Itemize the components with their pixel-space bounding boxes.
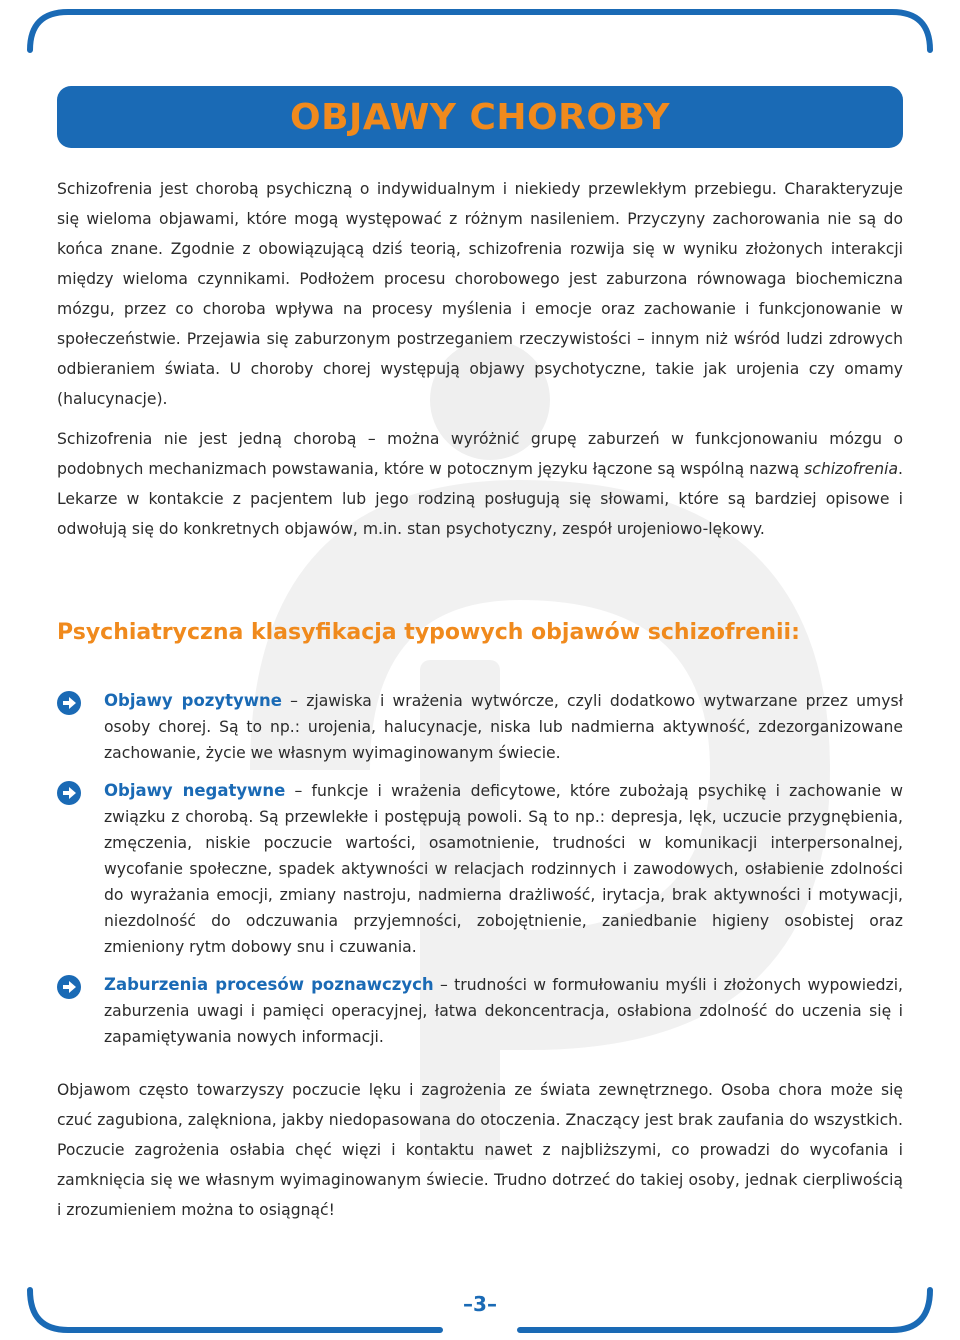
list-item bbox=[57, 972, 903, 1050]
symptom-list bbox=[57, 688, 903, 1050]
paragraph-2-text-end: . Lekarze w kontakcie z pacjentem lub jego rodziną posługują się słowami, które są bardziej opisowe i odwołują się do konkretnych objawów, m.in. stan psychotyczny, zespół urojeniowo-lękowy. bbox=[57, 460, 903, 538]
list-item-term: Objawy negatywne bbox=[104, 781, 286, 800]
intro-paragraph-1: Schizofrenia jest chorobą psychiczną o indywidualnym i niekiedy przewlekłym przebiegu. Charakteryzuje się wieloma objawami, które mogą występować z różnym nasileniem. Przyczyny zachorowania nie są do końca znane. Zgodnie z obowiązującą dziś teorią, schizofrenia rozwija się w wyniku złożonych interakcji między wieloma czynnikami. Podłożem procesu chorobowego jest zaburzona równowaga biochemiczna mózgu, przez co choroba wpływa na procesy myślenia i emocje oraz zachowanie i funkcjonowanie w społeczeństwie. Przejawia się zaburzonym postrzeganiem rzeczywistości – innym niż wśród ludzi zdrowych odbieraniem świata. U choroby chorej występują objawy psychotyczne, takie jak urojenia czy omamy (halucynacje). bbox=[57, 180, 903, 408]
arrow-right-icon bbox=[57, 975, 81, 999]
closing-paragraph: Objawom często towarzyszy poczucie lęku i zagrożenia ze świata zewnętrznego. Osoba chora może się czuć zagubiona, zalękniona, jakby niedopasowana do otoczenia. Znaczący jest brak zaufania do wszystkich. Poczucie zagrożenia osłabia chęć więzi i kontaktu nawet z najbliższymi, co prowadzi do wycofania i zamknięcia się we własnym wyimaginowanym świecie. Trudno dotrzeć do takiej osoby, jednak cierpliwością i zrozumieniem można to osiągnąć! bbox=[57, 1081, 903, 1219]
list-item-term: Zaburzenia procesów poznawczych bbox=[104, 975, 434, 994]
arrow-right-icon bbox=[57, 781, 81, 805]
paragraph-2-italic-term: schizofrenia bbox=[804, 460, 899, 478]
title-banner bbox=[57, 86, 903, 148]
page-number: –3– bbox=[463, 1292, 497, 1316]
section-heading: Psychiatryczna klasyfikacja typowych objawów schizofrenii: bbox=[57, 620, 800, 645]
paragraph-2-text: Schizofrenia nie jest jedną chorobą – można wyróżnić grupę zaburzeń w funkcjonowaniu mózgu o podobnych mechanizmach powstawania, które w potocznym języku łączone są wspólną nazwą bbox=[57, 430, 903, 478]
intro-section bbox=[57, 174, 903, 544]
arrow-right-icon bbox=[57, 691, 81, 715]
list-item bbox=[57, 778, 903, 960]
list-item-text: – zjawiska i wrażenia wytwórcze, czyli dodatkowo wytwarzane przez umysł osoby chorej. Są to np.: urojenia, halucynacje, niska lub nadmierna aktywność, zdezorganizowane zachowanie, życie we własnym wyimaginowanym świecie. bbox=[104, 692, 904, 762]
list-item-text: – trudności w formułowaniu myśli i złożonych wypowiedzi, zaburzenia uwagi i pamięci operacyjnej, łatwa dekoncentracja, osłabiona zdolność do uczenia się i zapamiętywania nowych informacji. bbox=[104, 976, 903, 1046]
intro-paragraph-2 bbox=[57, 424, 903, 544]
list-item-text: – funkcje i wrażenia deficytowe, które zubożają psychikę i zachowanie w związku z chorobą. Są przewlekłe i postępują powoli. Są to np.: depresja, lęk, uczucie przygnębienia, zmęczenia, niskie poczucie wartości, osamotnienie, trudności w komunikacji interpersonalnej, wycofanie społeczne, spadek aktywności w relacjach rodzinnych i zawodowych, osłabienie zdolności do wyrażania emocji, zmiany nastroju, nadmierna drażliwość, irytacja, brak aktywności i motywacji, niezdolność do odczuwania przyjemności, zobojętnienie, zaniedbanie higieny osobistej oraz zmieniony rytm dobowy snu i czuwania. bbox=[104, 782, 903, 956]
list-item-term: Objawy pozytywne bbox=[104, 691, 282, 710]
page-title: OBJAWY CHOROBY bbox=[289, 96, 670, 138]
list-item bbox=[57, 688, 903, 766]
